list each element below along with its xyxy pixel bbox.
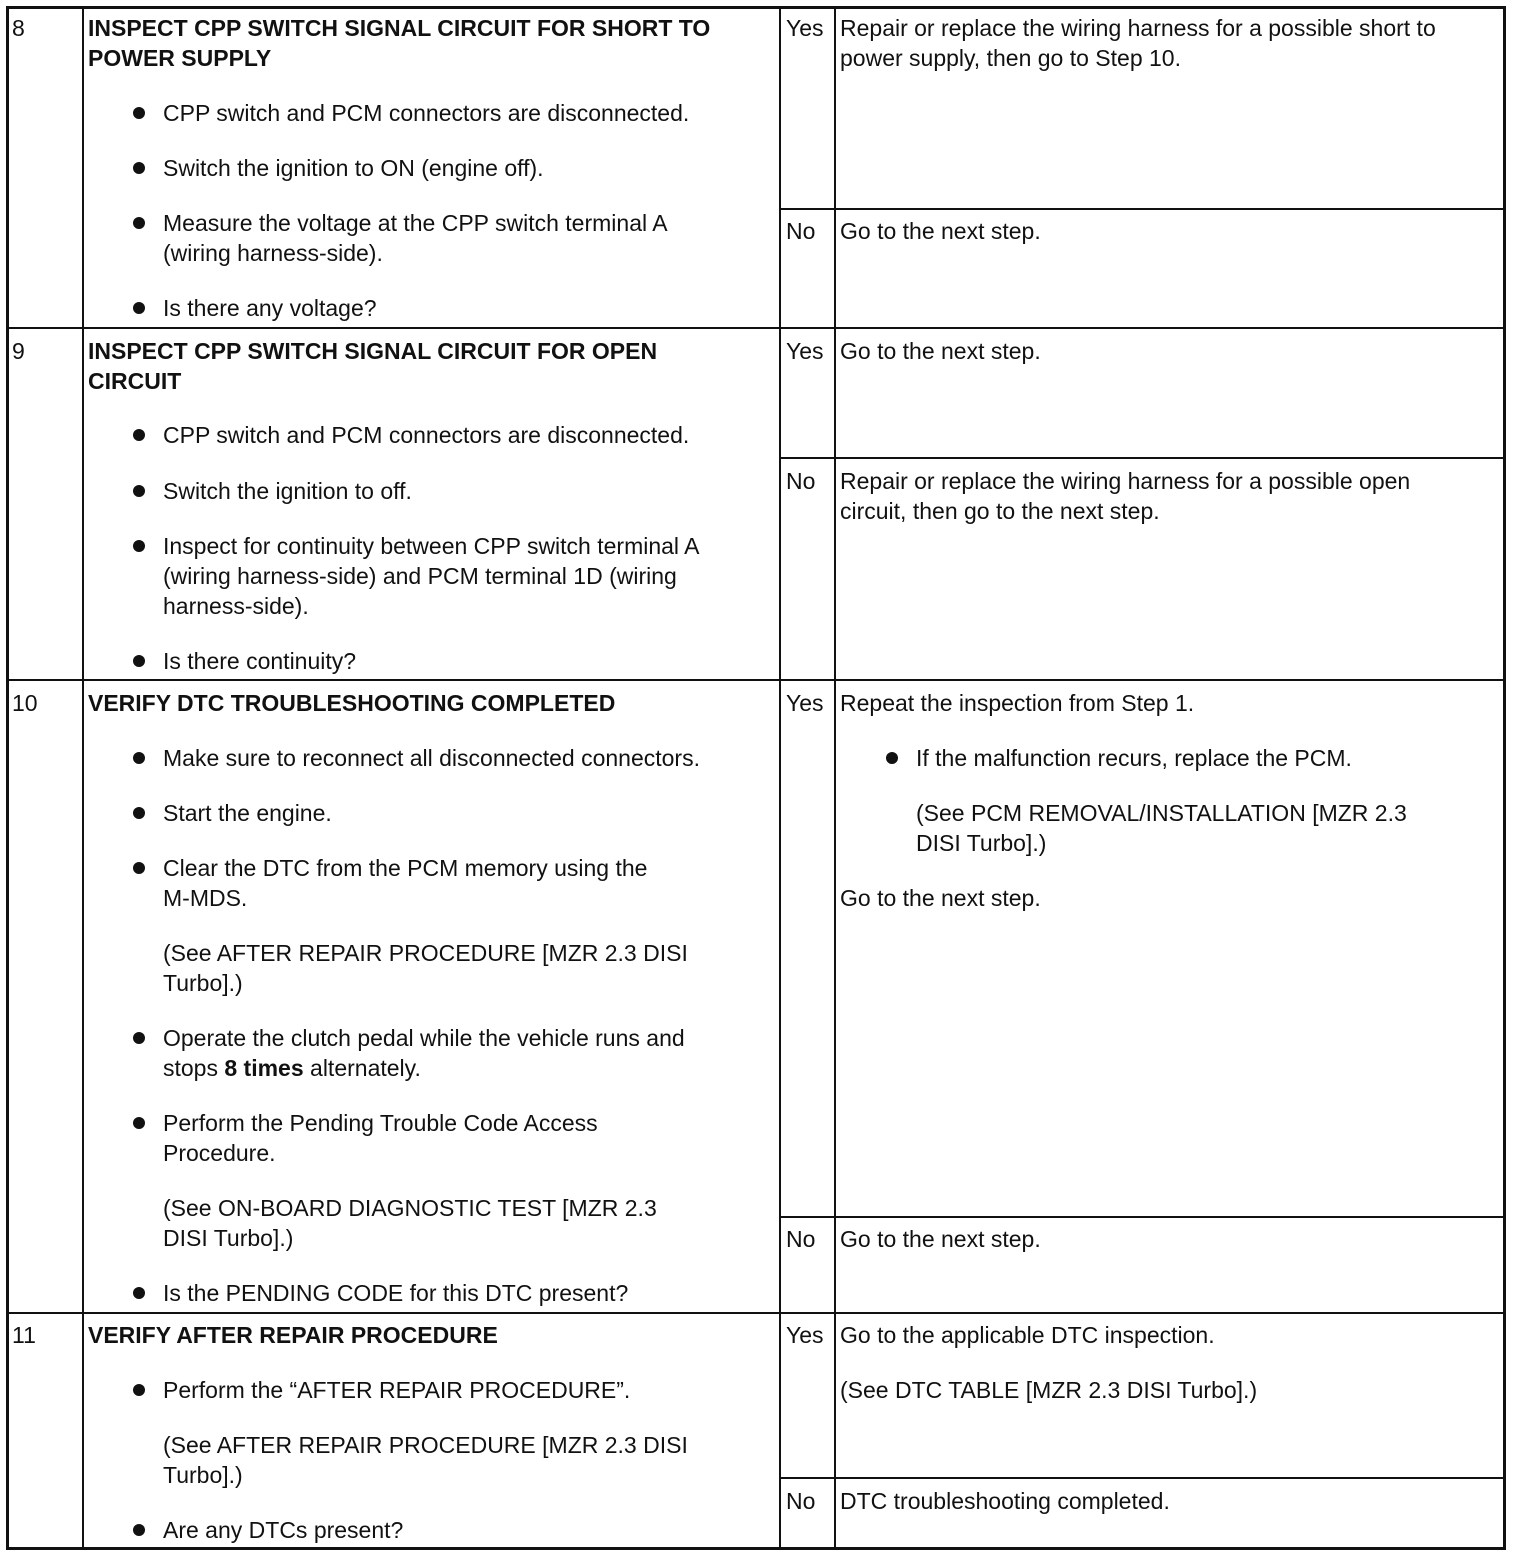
bullet-icon <box>133 655 145 667</box>
no-action: DTC troubleshooting completed. <box>840 1488 1170 1514</box>
step-bullet-text: Make sure to reconnect all disconnected connectors. <box>163 745 700 771</box>
see-reference: (See DTC TABLE [MZR 2.3 DISI Turbo].) <box>840 1377 1258 1403</box>
step-bullet-text: Procedure. <box>163 1140 276 1166</box>
row-divider <box>9 1312 1503 1314</box>
bullet-icon <box>133 1524 145 1536</box>
stops-text: stops <box>163 1055 225 1081</box>
bullet-icon <box>133 1117 145 1129</box>
yes-action: power supply, then go to Step 10. <box>840 45 1181 71</box>
see-reference: Turbo].) <box>163 970 243 996</box>
yes-label: Yes <box>786 1322 824 1348</box>
no-label: No <box>786 1488 816 1514</box>
see-reference: (See AFTER REPAIR PROCEDURE [MZR 2.3 DISI <box>163 940 688 966</box>
step-bullet-text: Inspect for continuity between CPP switch terminal A <box>163 533 700 559</box>
yes-no-divider <box>779 1216 1503 1218</box>
step-bullet-text: Switch the ignition to off. <box>163 478 412 504</box>
no-label: No <box>786 468 816 494</box>
step-bullet-text: (wiring harness-side) and PCM terminal 1D (wiring <box>163 563 677 589</box>
step-title-line: INSPECT CPP SWITCH SIGNAL CIRCUIT FOR SHORT TO <box>88 15 711 41</box>
bullet-icon <box>133 1032 145 1044</box>
bullet-icon <box>133 302 145 314</box>
bullet-icon <box>133 1287 145 1299</box>
bullet-icon <box>133 1384 145 1396</box>
stops-count: 8 times <box>224 1055 304 1081</box>
bullet-icon <box>133 540 145 552</box>
step-title-line: VERIFY DTC TROUBLESHOOTING COMPLETED <box>88 690 616 716</box>
yes-label: Yes <box>786 15 824 41</box>
step-bullet-text: Start the engine. <box>163 800 332 826</box>
step-bullet-text: Perform the “AFTER REPAIR PROCEDURE”. <box>163 1377 631 1403</box>
bullet-icon <box>886 752 898 764</box>
step-bullet-text: M-MDS. <box>163 885 248 911</box>
bullet-icon <box>133 162 145 174</box>
no-action: circuit, then go to the next step. <box>840 498 1160 524</box>
see-reference: (See PCM REMOVAL/INSTALLATION [MZR 2.3 <box>916 800 1407 826</box>
column-divider <box>834 9 836 1547</box>
see-reference: Turbo].) <box>163 1462 243 1488</box>
step-bullet-text: Is there continuity? <box>163 648 357 674</box>
yes-action: Go to the next step. <box>840 885 1041 911</box>
step-bullet-text: Operate the clutch pedal while the vehicle runs and <box>163 1025 685 1051</box>
bullet-icon <box>133 807 145 819</box>
see-reference: (See ON-BOARD DIAGNOSTIC TEST [MZR 2.3 <box>163 1195 657 1221</box>
no-label: No <box>786 1226 816 1252</box>
column-divider <box>82 9 84 1547</box>
yes-no-divider <box>779 457 1503 459</box>
row-divider <box>9 679 1503 681</box>
row-divider <box>9 327 1503 329</box>
yes-action: Go to the applicable DTC inspection. <box>840 1322 1215 1348</box>
bullet-icon <box>133 862 145 874</box>
yes-label: Yes <box>786 690 824 716</box>
step-number: 8 <box>12 15 25 41</box>
step-bullet-text: Measure the voltage at the CPP switch terminal A <box>163 210 668 236</box>
column-divider <box>779 9 781 1547</box>
step-title-line: VERIFY AFTER REPAIR PROCEDURE <box>88 1322 498 1348</box>
yes-action: Repair or replace the wiring harness for a possible short to <box>840 15 1436 41</box>
step-bullet-text: Perform the Pending Trouble Code Access <box>163 1110 598 1136</box>
no-action: Repair or replace the wiring harness for a possible open <box>840 468 1411 494</box>
step-bullet-text: Is there any voltage? <box>163 295 377 321</box>
step-bullet-text: CPP switch and PCM connectors are disconnected. <box>163 422 690 448</box>
bullet-icon <box>133 485 145 497</box>
yes-action: Repeat the inspection from Step 1. <box>840 690 1195 716</box>
step-bullet-text <box>163 1053 421 1083</box>
no-action: Go to the next step. <box>840 218 1041 244</box>
step-number: 10 <box>12 690 38 716</box>
no-action: Go to the next step. <box>840 1226 1041 1252</box>
bullet-icon <box>133 429 145 441</box>
step-number: 9 <box>12 338 25 364</box>
step-bullet-text: CPP switch and PCM connectors are disconnected. <box>163 100 690 126</box>
yes-no-divider <box>779 208 1503 210</box>
bullet-icon <box>133 107 145 119</box>
step-bullet-text: Switch the ignition to ON (engine off). <box>163 155 544 181</box>
step-bullet-text: (wiring harness-side). <box>163 240 383 266</box>
step-title-line: CIRCUIT <box>88 368 182 394</box>
stops-text: alternately. <box>303 1055 421 1081</box>
step-bullet-text: Is the PENDING CODE for this DTC present? <box>163 1280 629 1306</box>
step-number: 11 <box>12 1322 36 1348</box>
step-bullet-text: Clear the DTC from the PCM memory using the <box>163 855 648 881</box>
step-bullet-text: harness-side). <box>163 593 309 619</box>
bullet-icon <box>133 217 145 229</box>
yes-no-divider <box>779 1477 1503 1479</box>
see-reference: DISI Turbo].) <box>916 830 1047 856</box>
no-label: No <box>786 218 816 244</box>
yes-bullet-text: If the malfunction recurs, replace the PCM. <box>916 745 1352 771</box>
yes-action: Go to the next step. <box>840 338 1041 364</box>
step-title-line: POWER SUPPLY <box>88 45 272 71</box>
step-title-line: INSPECT CPP SWITCH SIGNAL CIRCUIT FOR OPEN <box>88 338 658 364</box>
yes-label: Yes <box>786 338 824 364</box>
bullet-icon <box>133 752 145 764</box>
step-bullet-text: Are any DTCs present? <box>163 1517 404 1543</box>
see-reference: (See AFTER REPAIR PROCEDURE [MZR 2.3 DISI <box>163 1432 688 1458</box>
see-reference: DISI Turbo].) <box>163 1225 294 1251</box>
